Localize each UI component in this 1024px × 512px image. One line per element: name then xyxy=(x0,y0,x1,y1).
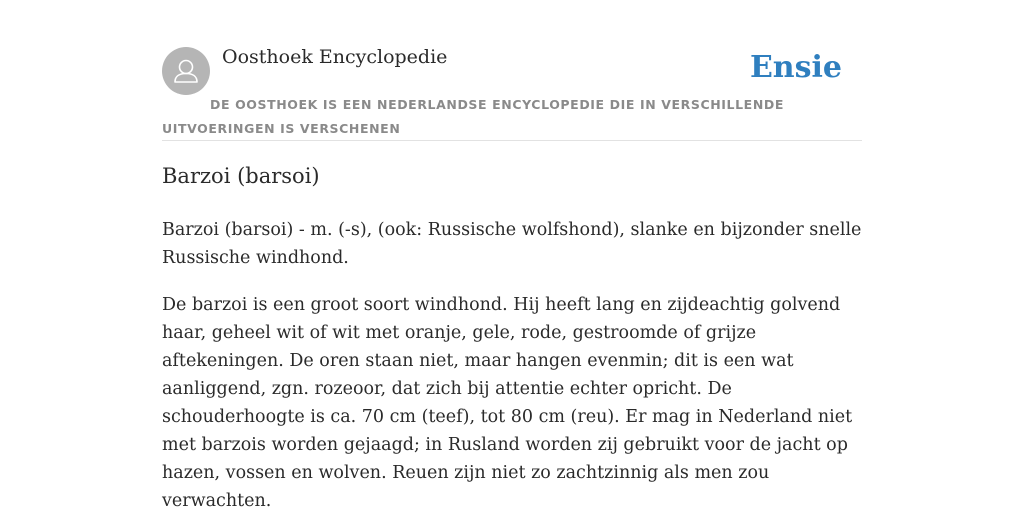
entry-definition: Barzoi (barsoi) - m. (-s), (ook: Russische wolfshond), slanke en bijzonder snelle Russische windhond. xyxy=(162,220,862,268)
entry-description: De barzoi is een groot soort windhond. Hij heeft lang en zijdeachtig golvend haar, geheel wit of wit met oranje, gele, rode, gestroomde of grijze aftekeningen. De oren staan niet, maar hangen evenmin; dit is een wat aanliggend, zgn. rozeoor, dat zich bij attentie echter opricht. De schouderhoogte is ca. 70 cm (teef), tot 80 cm (reu). Er mag in Nederland niet met barzois worden gejaagd; in Rusland worden zij gebruikt voor de jacht op hazen, vossen en wolven. Reuen zijn niet zo zachtzinnig als men zou verwachten. xyxy=(162,295,853,511)
source-header xyxy=(162,44,862,141)
entry-title: Barzoi (barsoi) xyxy=(162,164,320,188)
user-icon xyxy=(162,47,210,95)
source-tagline: DE OOSTHOEK IS EEN NEDERLANDSE ENCYCLOPEDIE DIE IN VERSCHILLENDE UITVOERINGEN IS VERSCHENEN xyxy=(162,97,784,136)
source-name-link[interactable]: Oosthoek Encyclopedie xyxy=(222,46,448,68)
brand-logo[interactable]: Ensie xyxy=(749,50,842,85)
source-avatar[interactable] xyxy=(162,47,210,95)
